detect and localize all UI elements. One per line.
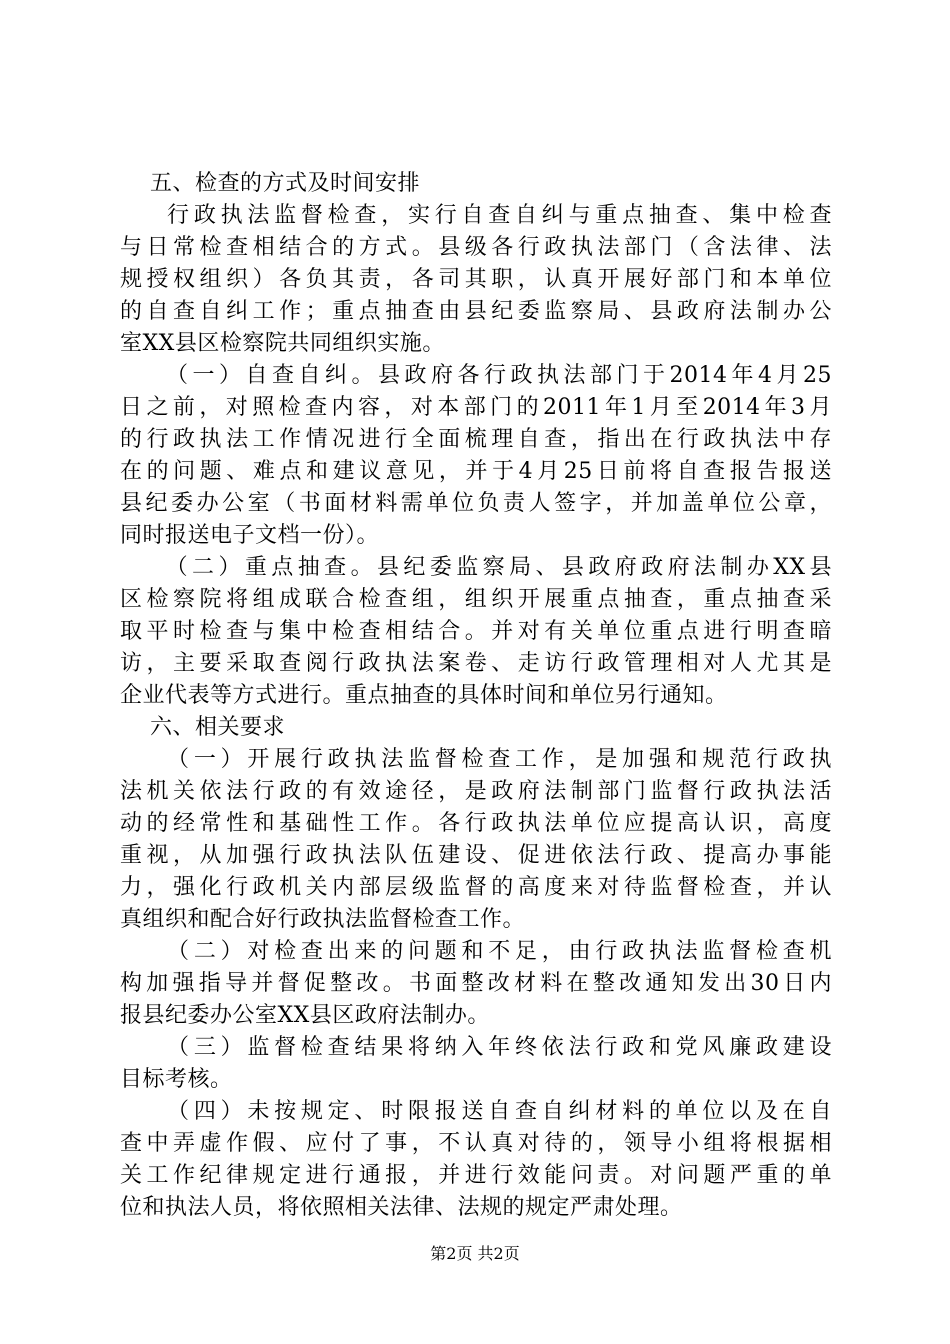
text-line: 重视，从加强行政执法队伍建设、促进依法行政、提高办事能 [120, 843, 832, 868]
text-line: 区检察院将组成联合检查组，组织开展重点抽查，重点抽查采 [120, 587, 832, 612]
text-line: 目标考核。 [120, 1067, 233, 1092]
text-line: （一）自查自纠。县政府各行政执法部门于2014年4月25 [120, 363, 832, 388]
text-line: 企业代表等方式进行。重点抽查的具体时间和单位另行通知。 [120, 683, 728, 708]
text-line: 日之前，对照检查内容，对本部门的2011年1月至2014年3月 [120, 395, 832, 420]
text-line: 室XX县区检察院共同组织实施。 [120, 331, 445, 356]
text-line: 行政执法监督检查，实行自查自纠与重点抽查、集中检查 [120, 203, 832, 228]
text-line: 规授权组织）各负其责，各司其职，认真开展好部门和本单位 [120, 267, 832, 292]
text-line: 法机关依法行政的有效途径，是政府法制部门监督行政执法活 [120, 779, 832, 804]
text-line: （一）开展行政执法监督检查工作，是加强和规范行政执 [120, 747, 832, 772]
page-footer: 第2页 共2页 [430, 1244, 520, 1263]
text-line: 查中弄虚作假、应付了事，不认真对待的，领导小组将根据相 [120, 1131, 832, 1156]
text-line: （二）重点抽查。县纪委监察局、县政府政府法制办XX县 [120, 555, 832, 580]
text-line: 的自查自纠工作；重点抽查由县纪委监察局、县政府法制办公 [120, 299, 832, 324]
text-line: 关工作纪律规定进行通报，并进行效能问责。对问题严重的单 [120, 1163, 832, 1188]
text-line: （三）监督检查结果将纳入年终依法行政和党风廉政建设 [120, 1035, 832, 1060]
text-line: （二）对检查出来的问题和不足，由行政执法监督检查机 [120, 939, 832, 964]
text-line: 位和执法人员，将依照相关法律、法规的规定严肃处理。 [120, 1195, 683, 1220]
text-line: 报县纪委办公室XX县区政府法制办。 [120, 1003, 490, 1028]
text-line: 县纪委办公室（书面材料需单位负责人签字，并加盖单位公章， [120, 491, 832, 516]
text-line: 六、相关要求 [120, 715, 285, 740]
text-line: 动的经常性和基础性工作。各行政执法单位应提高认识，高度 [120, 811, 832, 836]
text-line: 力，强化行政机关内部层级监督的高度来对待监督检查，并认 [120, 875, 832, 900]
text-line: 五、检查的方式及时间安排 [120, 171, 420, 196]
text-line: 与日常检查相结合的方式。县级各行政执法部门（含法律、法 [120, 235, 832, 260]
text-line: 的行政执法工作情况进行全面梳理自查，指出在行政执法中存 [120, 427, 832, 452]
text-line: 构加强指导并督促整改。书面整改材料在整改通知发出30日内 [120, 971, 832, 996]
text-line: 访，主要采取查阅行政执法案卷、走访行政管理相对人尤其是 [120, 651, 832, 676]
text-line: 取平时检查与集中检查相结合。并对有关单位重点进行明查暗 [120, 619, 832, 644]
text-line: 同时报送电子文档一份）。 [120, 523, 380, 548]
document-body [120, 168, 832, 1224]
text-line: （四）未按规定、时限报送自查自纠材料的单位以及在自 [120, 1099, 832, 1124]
text-line: 真组织和配合好行政执法监督检查工作。 [120, 907, 526, 932]
text-line: 在的问题、难点和建议意见，并于4月25日前将自查报告报送 [120, 459, 832, 484]
